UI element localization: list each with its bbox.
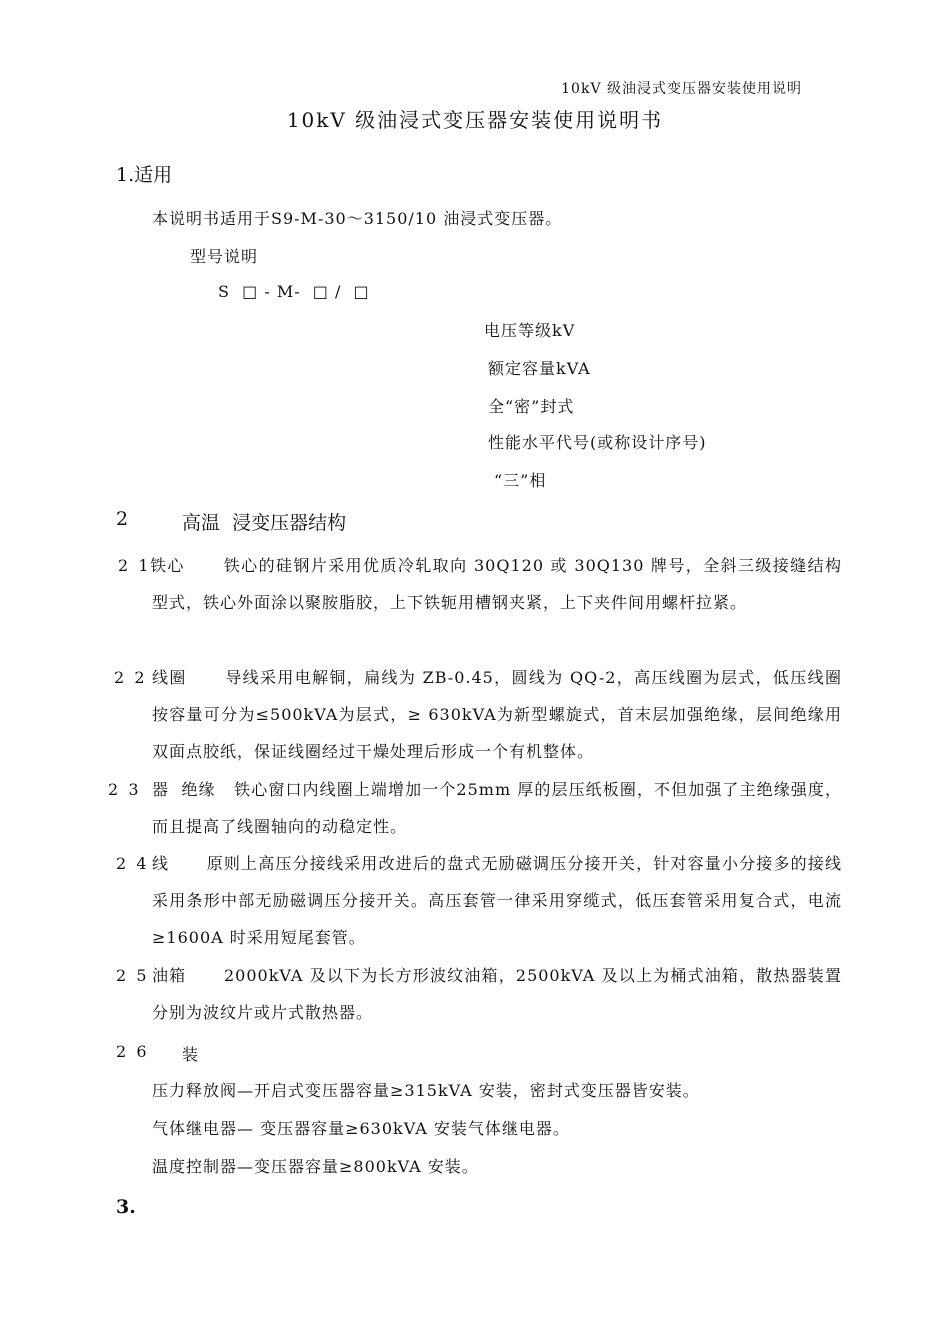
item-winding: 线圈 导线采用电解铜，扁线为 ZB-0.45，圆线为 QQ-2，高压线圈为层式，低压线圈按容量可分为≤500kVA为层式，≥ 630kVA为新型螺旋式，首末层加强绝缘，层间绝缘用双面点胶纸，保证线圈经过干燥处理后形成一个有机整体。 [152, 668, 842, 761]
legend-sealed: 全“密”封式 [488, 397, 575, 416]
section-2-number: 2 [116, 508, 129, 530]
model-code: S □ - M- □ / □ [218, 282, 370, 301]
document-title: 10kV 级油浸式变压器安装使用说明书 [286, 108, 664, 132]
item-number: 2 2 [114, 668, 145, 687]
item-tank: 油箱 2000kVA 及以下为长方形波纹油箱，2500kVA 及以上为桶式油箱，散热器装置分别为波纹片或片式散热器。 [152, 966, 842, 1022]
model-label: 型号说明 [190, 247, 259, 266]
accessory-gas-relay: 气体继电器— 变压器容量≥630kVA 安装气体继电器。 [152, 1119, 570, 1138]
legend-performance-code: 性能水平代号(或称设计序号) [488, 433, 707, 452]
running-header: 10kV 级油浸式变压器安装使用说明 [561, 81, 802, 97]
item-number: 2 1 [118, 556, 149, 575]
legend-three-phase: “三”相 [494, 471, 547, 490]
item-accessories-heading: 装 [182, 1045, 200, 1064]
section-3-heading: 3. [116, 1196, 136, 1218]
item-insulation: 器 绝缘 铁心窗口内线圈上端增加一个25mm 厚的层压纸板圈，不但加强了主绝缘强度，而且提高了线圈轴向的动稳定性。 [152, 780, 842, 836]
accessory-pressure-relief: 压力释放阀—开启式变压器容量≥315kVA 安装，密封式变压器皆安装。 [152, 1081, 700, 1100]
item-number: 2 4 [116, 854, 147, 873]
legend-voltage: 电压等级kV [484, 321, 576, 340]
section-1-heading: 1.适用 [116, 164, 173, 186]
legend-capacity: 额定容量kVA [488, 359, 591, 378]
accessory-temperature-controller: 温度控制器—变压器容量≥800kVA 安装。 [152, 1157, 479, 1176]
item-core: 铁心 铁心的硅钢片采用优质冷轧取向 30Q120 或 30Q130 牌号，全斜三级接缝结构型式，铁心外面涂以聚胺脂胶，上下铁轭用槽钢夹紧，上下夹件间用螺杆拉紧。 [150, 556, 842, 612]
item-number: 2 5 [116, 966, 147, 985]
item-number: 2 6 [116, 1042, 147, 1061]
item-leads: 线 原则上高压分接线采用改进后的盘式无励磁调压分接开关，针对容量小分接多的接线采用条形中部无励磁调压分接开关。高压套管一律采用穿缆式，低压套管采用复合式，电流≥1600A 时采用短尾套管。 [152, 854, 842, 947]
item-number: 2 3 [108, 780, 139, 799]
section-2-heading: 高温 浸变压器结构 [182, 512, 347, 534]
scope-text: 本说明书适用于S9-M-30～3150/10 油浸式变压器。 [152, 209, 563, 228]
